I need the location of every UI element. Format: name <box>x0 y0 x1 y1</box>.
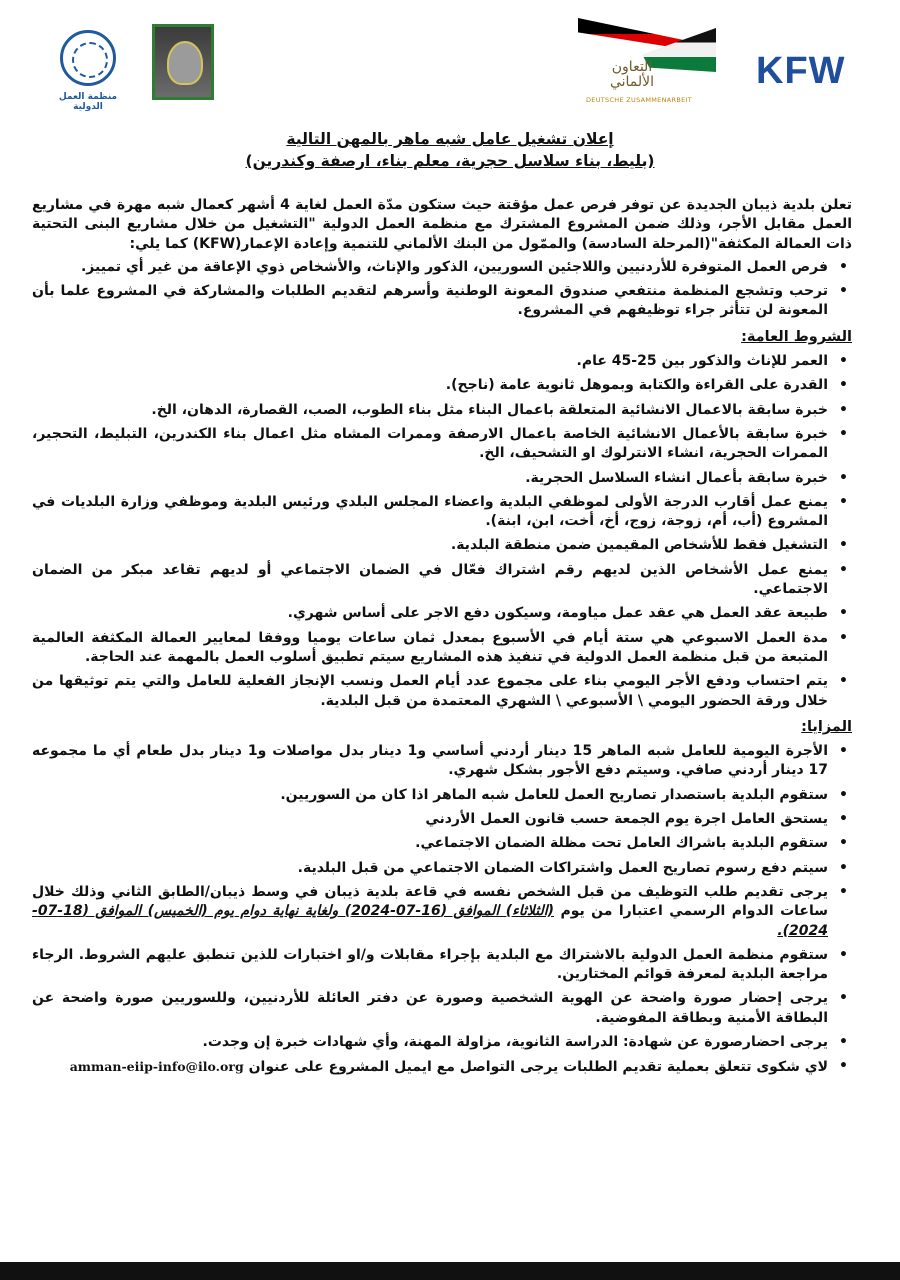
municipality-logo <box>152 24 214 100</box>
list-item: • ستقوم البلدية باشراك العامل تحت مظلة الضمان الاجتماعي. <box>32 834 828 853</box>
list-item: • الأجرة اليومية للعامل شبه الماهر 15 دينار أردني أساسي و1 دينار بدل مواصلات و1 دينار بدل طعام أي ما مجموعه 17 دينار أردني صافي. وسيتم دفع الأجور بشكل شهري. <box>32 742 828 781</box>
list-item: • ستقوم منظمة العمل الدولية بالاشتراك مع البلدية بإجراء مقابلات و/او اختبارات للذين تنطبق عليهم الشروط. الرجاء مراجعة البلدية لمعرفة قوائم المختارين. <box>32 946 828 985</box>
announcement-body <box>32 196 852 1083</box>
apply-text: يرجى تقديم طلب التوظيف من قبل الشخص نفسه في قاعة بلدية ذيبان في وسط ذيبان/الطابق الثاني وذلك خلال ساعات الدوام الرسمي اعتبارا من يوم <box>32 883 828 920</box>
headline-professions: (بليط، بناء سلاسل حجرية، معلم بناء، ارصفة وكندرين) <box>245 152 655 170</box>
list-item: • خبرة سابقة بالأعمال الانشائية الخاصة باعمال الارصفة وممرات المشاه مثل اعمال بناء الكندرين، التبليط، التحجير، الممرات الحجرية، انشاء الانترلوك او التشحيف، الخ. <box>32 425 828 464</box>
ilo-emblem-icon <box>60 30 116 86</box>
list-item: • القدرة على القراءة والكتابة وبموهل ثانوية عامة (ناجح). <box>32 376 828 395</box>
list-item: • التشغيل فقط للأشخاص المقيمين ضمن منطقة البلدية. <box>32 536 828 555</box>
list-item: • سيتم دفع رسوم تصاريح العمل واشتراكات الضمان الاجتماعي من قبل البلدية. <box>32 859 828 878</box>
intro-paragraph: تعلن بلدية ذيبان الجديدة عن توفر فرص عمل مؤقتة حيث ستكون مدّة العمل لغاية 4 أشهر كعمال شبه مهرة في مشاريع العمل مقابل الأجر، وذلك ضمن المشروع المشترك مع منظمة العمل الدولية "التشغيل من خلال مشاريع البنى التحتية ذات العمالة المكثفة"(المرحلة السادسة) والممّول من البنك الألماني للتنمية وإعادة الإعمار(KFW) كما يلي: <box>32 197 852 252</box>
list-item: • يمنع عمل أقارب الدرجة الأولى لموظفي البلدية واعضاء المجلس البلدي ورئيس البلدية وموظفي وزارة البلديات في المشروع (أب، أم، زوجة، زوج، أخ، أخت، ابن، ابنة). <box>32 493 828 532</box>
headline-title: إعلان تشغيل عامل شبه ماهر بالمهن التالية <box>286 130 614 148</box>
complaints-item <box>32 1057 828 1077</box>
coop-english-text: DEUTSCHE ZUSAMMENARBEIT <box>586 96 692 104</box>
kfw-logo: KFW <box>756 50 846 92</box>
list-item: • العمر للإناث والذكور بين 25-45 عام. <box>32 352 828 371</box>
list-item: • يرجى احضارصورة عن شهادة: الدراسة الثانوية، مزاولة المهنة، وأي شهادات خبرة إن وجدت. <box>32 1033 828 1052</box>
list-item: • ستقوم البلدية باستصدار تصاريح العمل للعامل شبه الماهر اذا كان من السوريين. <box>32 786 828 805</box>
ilo-caption: منظمة العمل الدولية <box>58 92 118 112</box>
apply-instructions <box>32 883 828 941</box>
list-item: • مدة العمل الاسبوعي هي ستة أيام في الأسبوع بمعدل ثمان ساعات يوميا ووفقا لمعايير العمالة المكثفة العالمية المتبعة من قبل منظمة العمل الدولية في تنفيذ هذه المشاريع سيتم تطبيق أسلوب العمل بالمهمة عند الحاجة. <box>32 629 828 668</box>
list-item: • خبرة سابقة بأعمال انشاء السلاسل الحجرية. <box>32 469 828 488</box>
conditions-heading: الشروط العامة: <box>741 328 852 345</box>
list-item: • طبيعة عقد العمل هي عقد عمل مياومة، وسيكون دفع الاجر على أساس شهري. <box>32 604 828 623</box>
list-item: • يمنع عمل الأشخاص الذين لديهم رقم اشتراك فعّال في الضمان الاجتماعي أو لديهم تقاعد مبكر من الضمان الاجتماعي. <box>32 561 828 600</box>
benefits-heading: المزايا: <box>801 718 852 735</box>
benefits-list <box>32 742 852 1077</box>
contact-email-link[interactable]: amman-eiip-info@ilo.org <box>69 1059 244 1075</box>
headline <box>0 128 900 172</box>
list-item: • يرجى إحضار صورة واضحة عن الهوية الشخصية وصورة عن دفتر العائلة للأردنيين، وللسوريين صورة واضحة عن البطاقة الأمنية وبطاقة المفوضية. <box>32 989 828 1028</box>
list-item: • يستحق العامل اجرة يوم الجمعة حسب قانون العمل الأردني <box>32 810 828 829</box>
bottom-black-bar <box>0 1262 900 1280</box>
coop-arabic-text: التعاون الألماني <box>609 59 655 90</box>
list-item: • خبرة سابقة بالاعمال الانشائية المتعلقة باعمال البناء مثل بناء الطوب، الصب، القصارة، الدهان، الخ. <box>32 401 828 420</box>
apply-dates: (الثلاثاء) الموافق (16-07-2024) ولغاية نهاية دوام يوم (الخميس) الموافق (18-07-2024). <box>32 903 828 939</box>
list-item: • يتم احتساب ودفع الأجر اليومي بناء على مجموع عدد أيام العمل ونسب الإنجاز الفعلية للعامل والتي يتم توثيقها من خلال ورقة الحضور اليومي \ الأسبوعي \ الشهري المعتمدة من قبل البلدية. <box>32 672 828 711</box>
list-item: • ترحب وتشجع المنظمة منتفعي صندوق المعونة الوطنية وأسرهم لتقديم الطلبات والمشاركة في المشروع علما بأن المعونة لن تتأثر جراء توظيفهم في المشروع. <box>32 282 828 321</box>
intro-list <box>32 258 852 321</box>
conditions-list <box>32 352 852 711</box>
list-item: • فرص العمل المتوفرة للأردنيين واللاجئين السوريين، الذكور والإناث، والأشخاص ذوي الإعاقة من غير أي تمييز. <box>32 258 828 277</box>
complaints-text: لاي شكوى تتعلق بعملية تقديم الطلبات يرجى التواصل مع ايميل المشروع على عنوان <box>243 1059 828 1076</box>
logo-header <box>0 18 900 118</box>
municipality-emblem-icon <box>152 24 214 100</box>
german-cooperation-logo <box>572 18 722 108</box>
ilo-logo <box>48 30 128 112</box>
